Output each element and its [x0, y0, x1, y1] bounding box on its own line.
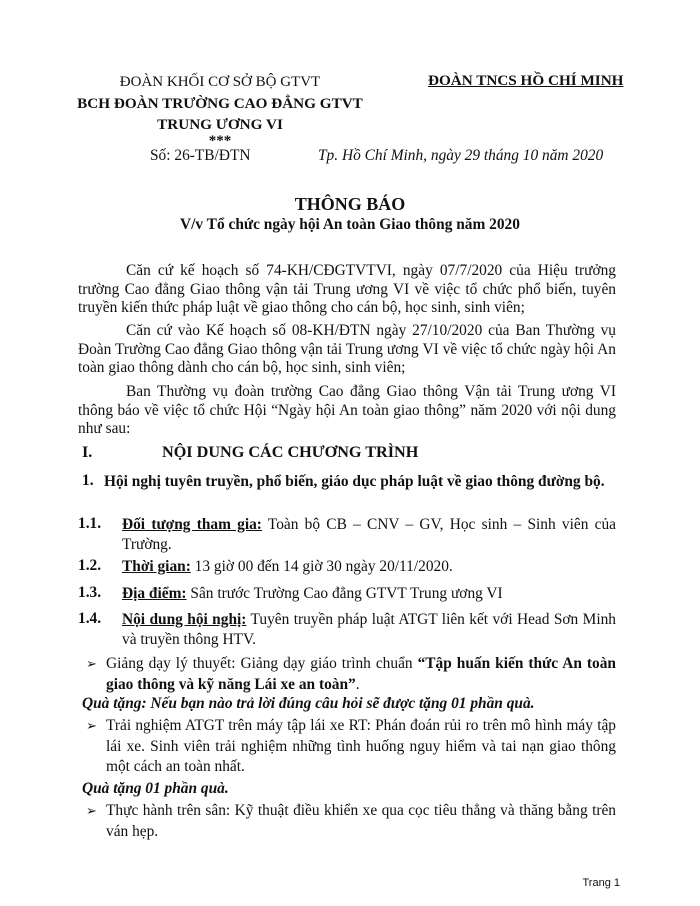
activity-theory: Giảng dạy lý thuyết: Giảng dạy giáo trình chuẩn “Tập huấn kiến thức An toàn giao thông và kỹ năng Lái xe an toàn”. — [106, 655, 616, 693]
subitem-participants: Đối tượng tham gia: Toàn bộ CB – CNV – GV, Học sinh – Sinh viên của Trường. — [122, 516, 616, 553]
subitem-number: 1.1. — [78, 515, 102, 532]
subitem-time: Thời gian: 13 giờ 00 đến 14 giờ 30 ngày 20/11/2020. — [122, 558, 453, 575]
bullet-arrow-icon: ➢ — [86, 656, 97, 671]
paragraph-basis-1: Căn cứ kế hoạch số 74-KH/CĐGTVTVI, ngày 07/7/2020 của Hiệu trưởng trường Cao đẳng Giao thông vận tải Trung ương VI về việc tổ chức phổ biến, tuyên truyền kiến thức pháp luật về giao thông cho cán bộ, học sinh, sinh viên; — [78, 262, 616, 316]
subitem-location: Địa điểm: Sân trước Trường Cao đẳng GTVT Trung ương VI — [122, 585, 503, 602]
bullet-arrow-icon: ➢ — [86, 718, 97, 733]
issuer-stars: *** — [208, 133, 232, 149]
document-number: Số: 26-TB/ĐTN — [150, 147, 251, 164]
issuer-org: BCH ĐOÀN TRƯỜNG CAO ĐẲNG GTVT — [77, 95, 363, 112]
gift-note: Quà tặng: Nếu bạn nào trả lời đúng câu hỏi sẽ được tặng 01 phần quà. — [82, 695, 535, 712]
place-and-date: Tp. Hồ Chí Minh, ngày 29 tháng 10 năm 2020 — [318, 147, 604, 164]
gift-note: Quà tặng 01 phần quà. — [82, 780, 229, 797]
subitem-content: Nội dung hội nghị: Tuyên truyền pháp luật ATGT liên kết với Head Sơn Minh và truyền thông HTV. — [122, 611, 617, 648]
issuer-block — [70, 72, 370, 147]
section-heading — [82, 443, 418, 462]
document-subtitle: V/v Tổ chức ngày hội An toàn Giao thông năm 2020 — [180, 216, 520, 233]
activity-practice: Thực hành trên sân: Kỹ thuật điều khiển xe qua cọc tiêu thẳng và thăng bằng trên ván hẹp. — [106, 802, 616, 840]
document-title: THÔNG BÁO — [294, 194, 406, 214]
union-name: ĐOÀN TNCS HỒ CHÍ MINH — [428, 72, 624, 89]
subitem-number: 1.3. — [78, 584, 102, 601]
issuer-parent-org: ĐOÀN KHỐI CƠ SỞ BỘ GTVT — [119, 74, 321, 90]
subitem-number: 1.4. — [78, 610, 102, 627]
issuer-org-sub: TRUNG ƯƠNG VI — [157, 116, 283, 133]
bullet-arrow-icon: ➢ — [86, 803, 97, 818]
item-heading: Hội nghị tuyên truyền, phổ biến, giáo dục pháp luật về giao thông đường bộ. — [104, 473, 605, 490]
paragraph-announcement: Ban Thường vụ đoàn trường Cao đẳng Giao thông Vận tải Trung ương VI thông báo về việc tổ chức Hội “Ngày hội An toàn giao thông” năm 2020 với nội dung như sau: — [78, 383, 616, 437]
subitem-number: 1.2. — [78, 557, 102, 574]
item-number: 1. — [82, 472, 94, 489]
section-number: I. — [82, 443, 93, 461]
paragraph-basis-2: Căn cứ vào Kế hoạch số 08-KH/ĐTN ngày 27/10/2020 của Ban Thường vụ Đoàn Trường Cao đẳng Giao thông vận tải Trung ương VI về việc tổ chức ngày hội An toàn giao thông dành cho cán bộ, học sinh, sinh viên; — [78, 322, 616, 376]
activity-simulator: Trải nghiệm ATGT trên máy tập lái xe RT: Phán đoán rủi ro trên mô hình máy tập lái xe. Sinh viên trải nghiệm những tình huống nguy hiểm và tai nạn giao thông một cách an toàn nhất. — [106, 717, 616, 775]
section-title: NỘI DUNG CÁC CHƯƠNG TRÌNH — [162, 443, 419, 461]
page-number: Trang 1 — [582, 877, 620, 889]
